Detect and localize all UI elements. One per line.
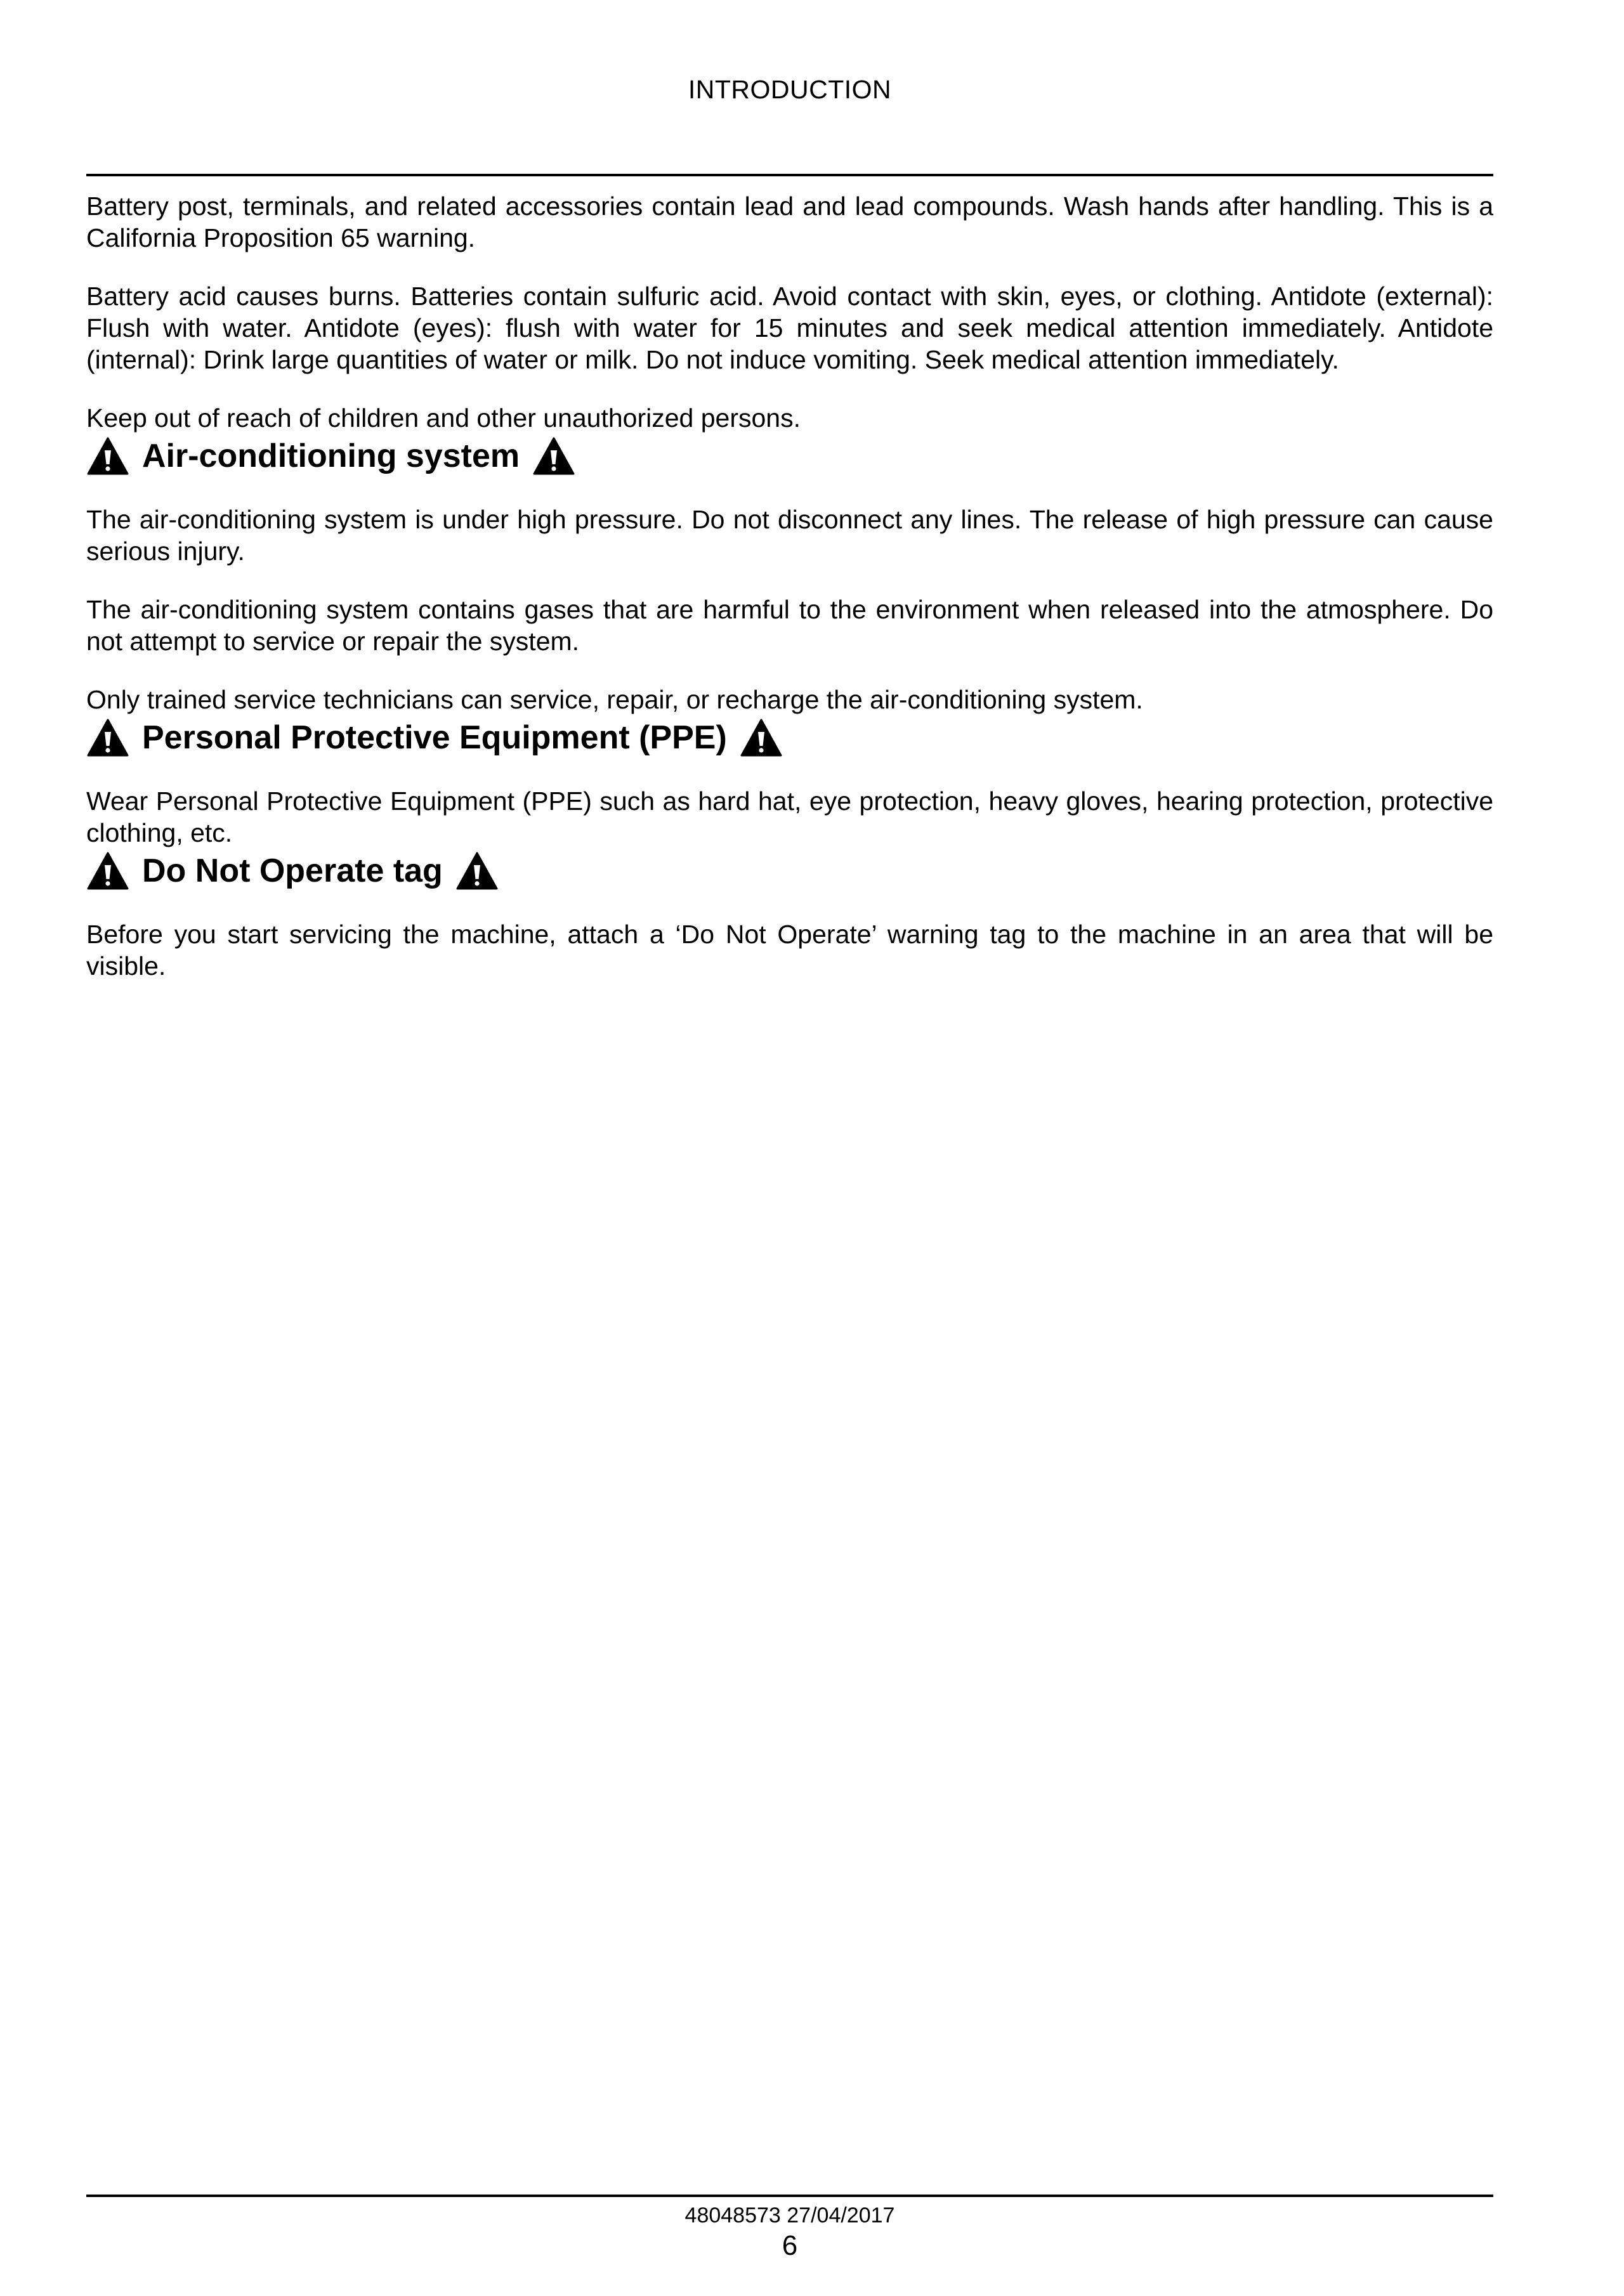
air-conditioning-heading-text: Air-conditioning system: [142, 438, 520, 474]
ppe-instructions: Wear Personal Protective Equipment (PPE) such as hard hat, eye protection, heavy gloves, hearing protection, protective clothing, etc.: [86, 786, 1493, 847]
air-conditioning-gases: The air-conditioning system contains gases that are harmful to the environment when released into the atmosphere. Do not attempt to service or repair the system.: [86, 595, 1493, 656]
air-conditioning-technicians: Only trained service technicians can service, repair, or recharge the air-conditioning system.: [86, 685, 1143, 714]
warning-triangle-icon: [532, 436, 575, 476]
warning-triangle-icon: [455, 851, 499, 890]
warning-triangle-icon: [740, 718, 783, 757]
footer-document-reference: 48048573 27/04/2017: [684, 2203, 895, 2228]
page-content: [86, 190, 1493, 982]
ppe-heading: [86, 715, 1493, 760]
footer-divider: [86, 2195, 1493, 2197]
do-not-operate-heading: [86, 849, 1493, 893]
warning-triangle-icon: [86, 851, 129, 890]
air-conditioning-pressure: The air-conditioning system is under high pressure. Do not disconnect any lines. The release of high pressure can cause serious injury.: [86, 505, 1493, 566]
warning-triangle-icon: [86, 436, 129, 476]
battery-lead-warning: Battery post, terminals, and related accessories contain lead and lead compounds. Wash hands after handling. This is a California Proposition 65 warning.: [86, 192, 1493, 252]
do-not-operate-instructions: Before you start servicing the machine, attach a ‘Do Not Operate’ warning tag to the machine in an area that will be visible.: [86, 920, 1493, 981]
warning-triangle-icon: [86, 718, 129, 757]
footer-page-number: 6: [782, 2230, 798, 2261]
ppe-heading-text: Personal Protective Equipment (PPE): [142, 719, 727, 756]
do-not-operate-heading-text: Do Not Operate tag: [142, 852, 443, 889]
header-divider: [86, 174, 1493, 176]
air-conditioning-heading: [86, 434, 1493, 478]
page-header-title: INTRODUCTION: [688, 75, 892, 104]
battery-acid-warning: Battery acid causes burns. Batteries contain sulfuric acid. Avoid contact with skin, eyes, or clothing. Antidote (external): Flush with water. Antidote (eyes): flush with water for 15 minutes and seek medical attention immediately. Antidote (internal): Drink large quantities of water or milk. Do not induce vomiting. Seek medical attention immediately.: [86, 282, 1493, 374]
battery-keep-away: Keep out of reach of children and other unauthorized persons.: [86, 403, 801, 433]
